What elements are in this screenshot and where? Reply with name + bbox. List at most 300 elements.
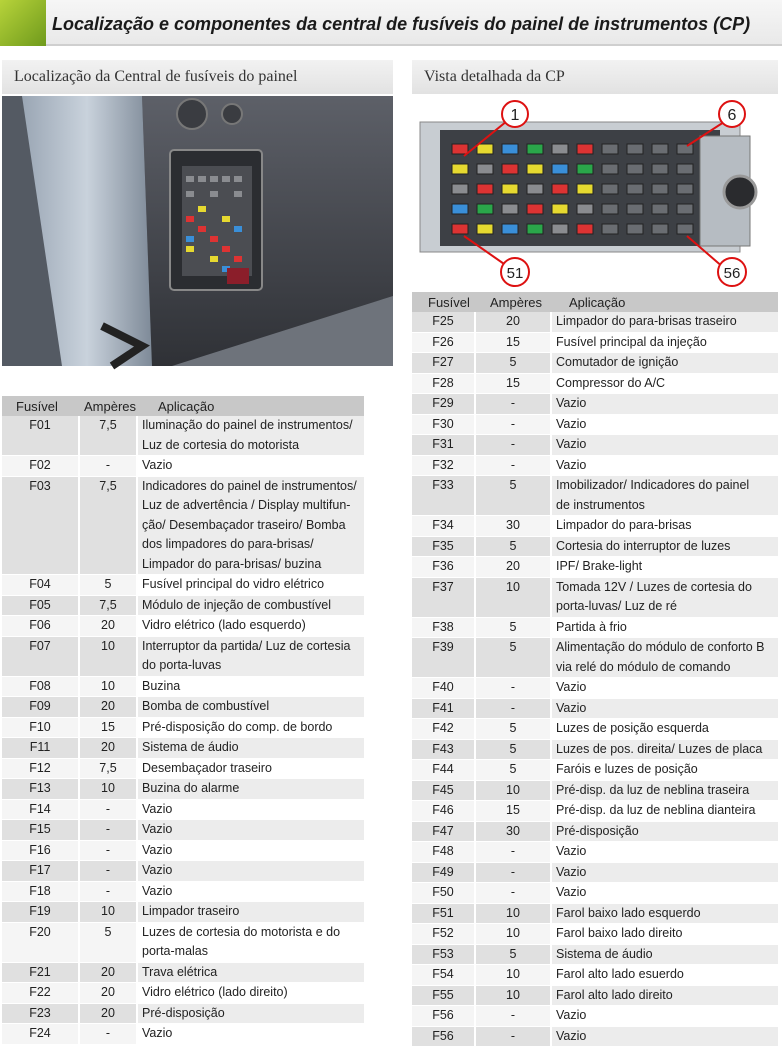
fuse-amps: -	[80, 800, 138, 820]
fuse-amps: 5	[476, 760, 552, 780]
fuse-slot	[527, 144, 543, 154]
fuse-application	[552, 719, 778, 739]
fuse-application	[138, 820, 364, 840]
fuse-id: F09	[2, 697, 80, 717]
fuse-application	[138, 1004, 364, 1024]
application-line: Pré-disp. da luz de neblina traseira	[556, 781, 774, 801]
table-row	[412, 618, 778, 639]
fuse-amps: 15	[80, 718, 138, 738]
fuse-box-diagram	[412, 96, 778, 292]
fuse-id: F21	[2, 963, 80, 983]
fuse-id: F12	[2, 759, 80, 779]
application-line: Fusível principal da injeção	[556, 333, 774, 353]
fuse-slot	[552, 144, 568, 154]
fuse-id: F43	[412, 740, 476, 760]
fuse-amps: 10	[476, 904, 552, 924]
fuse-amps: 5	[80, 923, 138, 962]
application-line: Vazio	[142, 456, 360, 476]
application-line: Cortesia do interruptor de luzes	[556, 537, 774, 557]
table-row	[2, 596, 364, 617]
fuse-amps: 20	[80, 983, 138, 1003]
application-line: Imobilizador/ Indicadores do painel	[556, 476, 774, 496]
fuse-application	[138, 841, 364, 861]
fuse-amps: 30	[476, 516, 552, 536]
application-line: Desembaçador traseiro	[142, 759, 360, 779]
application-line: Comutador de ignição	[556, 353, 774, 373]
fuse-application	[552, 801, 778, 821]
fuse-amps: 30	[476, 822, 552, 842]
fuse-slot	[677, 224, 693, 234]
fuse-amps: -	[80, 820, 138, 840]
fuse-application	[138, 718, 364, 738]
fuse-slot	[552, 224, 568, 234]
fuse-application	[138, 800, 364, 820]
fuse-slot	[527, 224, 543, 234]
application-line: Partida à frio	[556, 618, 774, 638]
fuse-amps: -	[80, 861, 138, 881]
fuse-application	[552, 1027, 778, 1047]
table-row	[412, 374, 778, 395]
fuse-application	[138, 861, 364, 881]
fuse-id: F47	[412, 822, 476, 842]
application-line: Vazio	[556, 394, 774, 414]
application-line: Trava elétrica	[142, 963, 360, 983]
table-row	[2, 820, 364, 841]
table-row	[412, 924, 778, 945]
fuse-amps: -	[476, 842, 552, 862]
fuse-amps: 10	[80, 902, 138, 922]
fuse-application	[552, 435, 778, 455]
table-row	[412, 863, 778, 884]
fuse-id: F19	[2, 902, 80, 922]
fuse-id: F35	[412, 537, 476, 557]
application-line: Vidro elétrico (lado esquerdo)	[142, 616, 360, 636]
title-bar	[0, 0, 782, 46]
table-row	[2, 902, 364, 923]
table-row	[2, 575, 364, 596]
table-row	[412, 353, 778, 374]
application-line: Vidro elétrico (lado direito)	[142, 983, 360, 1003]
fuse-application	[138, 697, 364, 717]
fuse-amps: 7,5	[80, 416, 138, 455]
fuse-id: F33	[412, 476, 476, 515]
fuse-application	[552, 842, 778, 862]
fuse-id: F46	[412, 801, 476, 821]
fuse-amps: 10	[476, 986, 552, 1006]
fuse-id: F36	[412, 557, 476, 577]
table-row	[412, 312, 778, 333]
fuse-application	[552, 415, 778, 435]
table-row	[2, 861, 364, 882]
fuse-slot	[577, 164, 593, 174]
fuse-amps: 10	[80, 637, 138, 676]
fuse-application	[552, 638, 778, 677]
fuse-grid-photo	[182, 166, 252, 276]
fuse-slot	[502, 204, 518, 214]
fuse-slot	[627, 224, 643, 234]
fuse-application	[138, 1024, 364, 1044]
fuse-application	[552, 557, 778, 577]
table-row	[2, 882, 364, 903]
fuse-slot	[502, 184, 518, 194]
fuse-application	[138, 616, 364, 636]
table-row	[2, 1004, 364, 1025]
fuse-amps: -	[80, 882, 138, 902]
application-line: Pré-disposição	[556, 822, 774, 842]
table-row	[412, 638, 778, 678]
table-row	[412, 760, 778, 781]
application-line: dos limpadores do para-brisas/	[142, 535, 360, 555]
fuse-application	[138, 416, 364, 455]
fuse-amps: 20	[80, 738, 138, 758]
fuse-application	[138, 759, 364, 779]
fuse-id: F14	[2, 800, 80, 820]
fuse-amps: -	[476, 435, 552, 455]
application-line: do porta-luvas	[142, 656, 360, 676]
application-line: Limpador do para-brisas/ buzina	[142, 555, 360, 575]
fuse-id: F16	[2, 841, 80, 861]
fuse-id: F26	[412, 333, 476, 353]
fuse-id: F55	[412, 986, 476, 1006]
fuse-application	[552, 353, 778, 373]
fuse-id: F13	[2, 779, 80, 799]
application-line: porta-malas	[142, 942, 360, 962]
application-line: Vazio	[556, 1006, 774, 1026]
table-row	[412, 435, 778, 456]
table-row	[412, 678, 778, 699]
fuse-id: F56	[412, 1027, 476, 1047]
fuse-slot	[602, 184, 618, 194]
fuse-slot	[477, 204, 493, 214]
fuse-id: F48	[412, 842, 476, 862]
fuse-slot	[652, 204, 668, 214]
table-row	[2, 477, 364, 576]
fuse-id: F06	[2, 616, 80, 636]
fuse-application	[552, 945, 778, 965]
fuse-id: F01	[2, 416, 80, 455]
fuse-id: F07	[2, 637, 80, 676]
fuse-slot	[652, 164, 668, 174]
fuse-id: F27	[412, 353, 476, 373]
fuse-id: F29	[412, 394, 476, 414]
fuse-id: F32	[412, 456, 476, 476]
fuse-application	[552, 456, 778, 476]
application-line: via relé do módulo de comando	[556, 658, 774, 678]
fuse-application	[552, 924, 778, 944]
fuse-id: F08	[2, 677, 80, 697]
table-row	[412, 883, 778, 904]
svg-text:51: 51	[507, 265, 524, 282]
fuse-application	[552, 1006, 778, 1026]
fuse-slot	[452, 224, 468, 234]
fuse-application	[138, 637, 364, 676]
table-row	[2, 983, 364, 1004]
fuse-amps: -	[476, 678, 552, 698]
right-section-title: Vista detalhada da CP	[412, 60, 778, 94]
table-row	[2, 963, 364, 984]
fuse-id: F24	[2, 1024, 80, 1044]
fuse-slot	[452, 164, 468, 174]
fuse-amps: 10	[80, 779, 138, 799]
fuse-slot	[652, 224, 668, 234]
fuse-id: F41	[412, 699, 476, 719]
fuse-amps: 5	[476, 740, 552, 760]
fuse-id: F44	[412, 760, 476, 780]
fuse-application	[552, 394, 778, 414]
fuse-amps: -	[476, 394, 552, 414]
fuse-application	[138, 456, 364, 476]
table-row	[2, 759, 364, 780]
callout-56	[718, 258, 746, 286]
fuse-slot	[677, 184, 693, 194]
fuse-amps: -	[80, 456, 138, 476]
table-row	[2, 718, 364, 739]
fuse-application	[552, 740, 778, 760]
fuse-amps: 5	[80, 575, 138, 595]
callout-1	[502, 101, 528, 127]
fuse-slot	[652, 144, 668, 154]
fuse-slot	[477, 224, 493, 234]
fuse-id: F39	[412, 638, 476, 677]
fuse-id: F45	[412, 781, 476, 801]
fuse-amps: -	[80, 841, 138, 861]
fuse-slot	[652, 184, 668, 194]
application-line: Limpador do para-brisas	[556, 516, 774, 536]
table-row	[2, 637, 364, 677]
application-line: Vazio	[556, 456, 774, 476]
table-row	[412, 333, 778, 354]
fuse-application	[138, 677, 364, 697]
application-line: Faróis e luzes de posição	[556, 760, 774, 780]
fuse-application	[552, 986, 778, 1006]
fuse-amps: 5	[476, 638, 552, 677]
fuse-slot	[552, 204, 568, 214]
application-line: Farol alto lado direito	[556, 986, 774, 1006]
application-line: Luz de advertência / Display multifun-	[142, 496, 360, 516]
fuse-amps: 5	[476, 476, 552, 515]
table-row	[2, 456, 364, 477]
table-row	[2, 738, 364, 759]
fuse-application	[138, 923, 364, 962]
svg-text:1: 1	[511, 107, 520, 124]
fuse-slot	[502, 224, 518, 234]
fuse-slot	[527, 184, 543, 194]
application-line: Vazio	[142, 1024, 360, 1044]
fuse-slot	[627, 204, 643, 214]
application-line: Pré-disp. da luz de neblina dianteira	[556, 801, 774, 821]
table-row	[412, 1027, 778, 1047]
table-row	[412, 1006, 778, 1027]
table-row	[412, 456, 778, 477]
application-line: Luzes de cortesia do motorista e do	[142, 923, 360, 943]
fuse-slot	[502, 144, 518, 154]
fuse-id: F52	[412, 924, 476, 944]
fuse-id: F40	[412, 678, 476, 698]
fuse-id: F28	[412, 374, 476, 394]
header-fuse: Fusível	[16, 399, 58, 414]
fuse-slot	[477, 164, 493, 174]
fuse-application	[552, 883, 778, 903]
fuse-slot	[602, 224, 618, 234]
application-line: Vazio	[556, 842, 774, 862]
fuse-application	[138, 779, 364, 799]
table-row	[412, 781, 778, 802]
fuse-amps: 10	[476, 781, 552, 801]
fuse-slot	[577, 224, 593, 234]
fuse-id: F25	[412, 312, 476, 332]
table-row	[412, 557, 778, 578]
fuse-application	[552, 312, 778, 332]
fuse-slot	[602, 144, 618, 154]
svg-text:6: 6	[728, 107, 737, 124]
fuse-slot	[577, 204, 593, 214]
header-application: Aplicação	[158, 399, 214, 414]
fuse-amps: -	[476, 883, 552, 903]
fuse-id: F23	[2, 1004, 80, 1024]
application-line: Buzina do alarme	[142, 779, 360, 799]
fuse-slot	[577, 184, 593, 194]
fuse-amps: 15	[476, 801, 552, 821]
fuse-application	[552, 781, 778, 801]
table-row	[412, 822, 778, 843]
fuse-amps: 20	[80, 616, 138, 636]
fuse-amps: 5	[476, 353, 552, 373]
table-row	[412, 476, 778, 516]
application-line: Limpador traseiro	[142, 902, 360, 922]
table-row	[412, 537, 778, 558]
application-line: Vazio	[142, 841, 360, 861]
fuse-id: F51	[412, 904, 476, 924]
fuse-id: F05	[2, 596, 80, 616]
fuse-application	[552, 516, 778, 536]
application-line: Vazio	[556, 678, 774, 698]
fuse-slot	[527, 204, 543, 214]
fuse-id: F38	[412, 618, 476, 638]
callout-51	[501, 258, 529, 286]
fuse-amps: 15	[476, 374, 552, 394]
fuse-id: F17	[2, 861, 80, 881]
header-fuse: Fusível	[428, 295, 470, 310]
application-line: porta-luvas/ Luz de ré	[556, 597, 774, 617]
application-line: Luz de cortesia do motorista	[142, 436, 360, 456]
fuse-id: F42	[412, 719, 476, 739]
right-table-body	[412, 312, 778, 1047]
fuse-id: F56	[412, 1006, 476, 1026]
fuse-amps: 15	[476, 333, 552, 353]
application-line: Sistema de áudio	[556, 945, 774, 965]
fuse-slot	[502, 164, 518, 174]
table-row	[2, 697, 364, 718]
fuse-application	[138, 477, 364, 575]
table-row	[412, 699, 778, 720]
table-row	[412, 801, 778, 822]
fuse-application	[552, 578, 778, 617]
table-row	[412, 516, 778, 537]
table-row	[2, 923, 364, 963]
application-line: Vazio	[556, 415, 774, 435]
table-row	[412, 904, 778, 925]
fuse-slot	[602, 204, 618, 214]
right-table-header	[412, 292, 778, 312]
left-table-body	[2, 416, 364, 1045]
fuse-application	[552, 618, 778, 638]
fuse-slot	[677, 144, 693, 154]
header-amps: Ampères	[84, 399, 136, 414]
header-application: Aplicação	[569, 295, 625, 310]
fuse-amps: 5	[476, 537, 552, 557]
fuse-application	[138, 963, 364, 983]
fuse-amps: 7,5	[80, 759, 138, 779]
fuse-amps: 20	[476, 557, 552, 577]
application-line: Vazio	[556, 699, 774, 719]
fuse-id: F30	[412, 415, 476, 435]
dashboard-illustration	[2, 96, 393, 366]
application-line: Sistema de áudio	[142, 738, 360, 758]
fuse-application	[138, 882, 364, 902]
fuse-slot	[627, 144, 643, 154]
fuse-id: F49	[412, 863, 476, 883]
fuse-id: F53	[412, 945, 476, 965]
application-line: ção/ Desembaçador traseiro/ Bomba	[142, 516, 360, 536]
fuse-slot	[452, 144, 468, 154]
table-row	[412, 965, 778, 986]
application-line: Iluminação do painel de instrumentos/	[142, 416, 360, 436]
fuse-box-diagram-svg	[412, 96, 778, 292]
fuse-slot	[602, 164, 618, 174]
fuse-slot	[527, 164, 543, 174]
application-line: Pré-disposição	[142, 1004, 360, 1024]
fuse-amps: 20	[80, 697, 138, 717]
table-row	[412, 740, 778, 761]
fuse-id: F03	[2, 477, 80, 575]
fuse-amps: -	[476, 415, 552, 435]
fuse-id: F31	[412, 435, 476, 455]
table-row	[412, 578, 778, 618]
fuse-slot	[677, 204, 693, 214]
fuse-application	[138, 738, 364, 758]
application-line: Bomba de combustível	[142, 697, 360, 717]
application-line: Compressor do A/C	[556, 374, 774, 394]
fuse-slot	[627, 184, 643, 194]
fuse-amps: 10	[476, 578, 552, 617]
callout-6	[719, 101, 745, 127]
fuse-slot	[552, 184, 568, 194]
application-line: de instrumentos	[556, 496, 774, 516]
fuse-amps: -	[476, 1006, 552, 1026]
table-row	[412, 842, 778, 863]
left-section-title: Localização da Central de fusíveis do painel	[2, 60, 393, 94]
application-line: Vazio	[142, 800, 360, 820]
fuse-application	[552, 760, 778, 780]
application-line: Vazio	[556, 1027, 774, 1047]
fuse-id: F11	[2, 738, 80, 758]
application-line: Farol baixo lado esquerdo	[556, 904, 774, 924]
application-line: Luzes de pos. direita/ Luzes de placa	[556, 740, 774, 760]
table-row	[2, 779, 364, 800]
application-line: Farol baixo lado direito	[556, 924, 774, 944]
fuse-amps: -	[476, 699, 552, 719]
table-row	[412, 986, 778, 1007]
fuse-slot	[452, 204, 468, 214]
table-row	[2, 616, 364, 637]
fuse-id: F54	[412, 965, 476, 985]
fuse-application	[552, 904, 778, 924]
fuse-slot	[477, 144, 493, 154]
fuse-amps: 20	[80, 1004, 138, 1024]
fuse-slot	[627, 164, 643, 174]
fuse-slot	[452, 184, 468, 194]
table-row	[412, 394, 778, 415]
